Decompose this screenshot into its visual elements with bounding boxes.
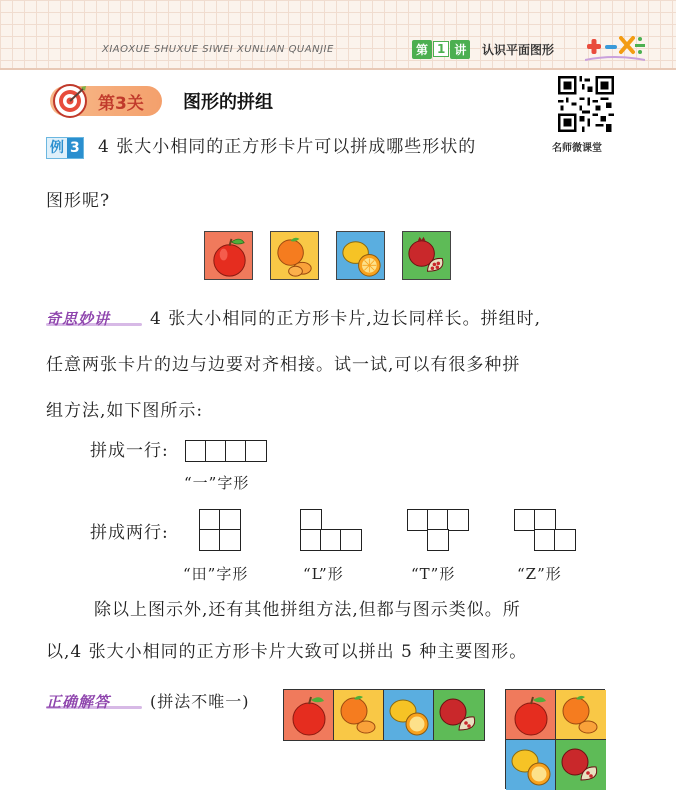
lemon-icon	[506, 740, 556, 790]
summary-line2: 以,4 张大小相同的正方形卡片大致可以拼出 5 种主要图形。	[46, 642, 528, 662]
tangerine-icon	[556, 690, 606, 740]
lemon-card	[506, 740, 556, 790]
section-title: 图形的拼组	[183, 92, 273, 113]
shape-cell	[534, 529, 556, 551]
analysis-line2: 任意两张卡片的边与边要对齐相接。试一试,可以有很多种拼	[46, 355, 521, 375]
target-icon	[52, 83, 88, 119]
answer-label: 正确解答	[46, 693, 111, 711]
shape-cell	[427, 529, 449, 551]
analysis-line3: 组方法,如下图所示:	[46, 401, 204, 421]
shape-cell	[340, 529, 362, 551]
caption-one-row: “一”字形	[184, 474, 250, 492]
apple-icon	[284, 690, 334, 740]
shape-cell	[225, 440, 247, 462]
row-one-label: 拼成一行:	[90, 441, 169, 461]
pomegranate-card	[402, 231, 451, 280]
shape-cell	[185, 440, 207, 462]
header-divider	[0, 68, 676, 70]
shape-cell	[205, 440, 227, 462]
pomegranate-icon	[556, 740, 606, 790]
shape-cell	[320, 529, 342, 551]
shape-cell	[245, 440, 267, 462]
shape-cell	[554, 529, 576, 551]
summary-line1: 除以上图示外,还有其他拼组方法,但都与图示类似。所	[94, 600, 521, 620]
qr-code-icon[interactable]	[558, 76, 614, 132]
example-question-line1: 4 张大小相同的正方形卡片可以拼成哪些形状的	[98, 137, 477, 157]
lemon-icon	[384, 690, 434, 740]
header-pinyin: XIAOXUE SHUXUE SIWEI XUNLIAN QUANJIE	[102, 44, 334, 55]
section-number: 第3关	[98, 94, 144, 114]
shape-cell	[199, 529, 221, 551]
lesson-title: 认识平面图形	[482, 43, 555, 57]
apple-icon	[506, 690, 556, 740]
shape-cell	[300, 529, 322, 551]
tangerine-icon	[271, 232, 319, 280]
qr-caption: 名师微课堂	[552, 143, 602, 154]
shape-cell	[427, 509, 449, 531]
answer-one-row	[283, 689, 485, 741]
example-tag	[46, 137, 84, 159]
analysis-label: 奇思妙讲	[46, 310, 111, 328]
apple-icon	[205, 232, 253, 280]
shape-cell	[219, 509, 241, 531]
apple-card	[284, 690, 334, 740]
lesson-suffix: 讲	[450, 40, 470, 59]
shape-cell	[219, 529, 241, 551]
page-header	[0, 0, 676, 70]
pomegranate-icon	[403, 232, 451, 280]
lesson-prefix: 第	[412, 40, 432, 59]
pomegranate-icon	[434, 690, 484, 740]
tangerine-card	[334, 690, 384, 740]
row-two-label: 拼成两行:	[90, 523, 169, 543]
pomegranate-card	[556, 740, 606, 790]
lemon-icon	[337, 232, 385, 280]
example-tag-label: 例	[47, 138, 67, 158]
fruit-card-row	[204, 231, 451, 280]
shape-cell	[447, 509, 469, 531]
shape-cell	[407, 509, 429, 531]
caption-t: “T”形	[411, 565, 456, 583]
lesson-number: 1	[433, 41, 449, 57]
example-question-line2: 图形呢?	[46, 191, 111, 211]
lemon-card	[336, 231, 385, 280]
answer-note: (拼法不唯一)	[150, 692, 250, 711]
caption-tian: “田”字形	[183, 565, 249, 583]
shape-cell	[300, 509, 322, 531]
caption-l: “L”形	[303, 565, 344, 583]
lemon-card	[384, 690, 434, 740]
answer-square	[505, 689, 605, 789]
apple-card	[204, 231, 253, 280]
tangerine-card	[270, 231, 319, 280]
pomegranate-card	[434, 690, 484, 740]
apple-card	[506, 690, 556, 740]
tangerine-icon	[334, 690, 384, 740]
analysis-line1: 4 张大小相同的正方形卡片,边长同样长。拼组时,	[150, 309, 542, 329]
tangerine-card	[556, 690, 606, 740]
math-operators-logo-icon	[585, 28, 645, 64]
lesson-tag	[412, 39, 470, 59]
caption-z: “Z”形	[517, 565, 562, 583]
shape-cell	[514, 509, 536, 531]
shape-cell	[534, 509, 556, 531]
shape-cell	[199, 509, 221, 531]
example-tag-number: 3	[67, 138, 83, 158]
